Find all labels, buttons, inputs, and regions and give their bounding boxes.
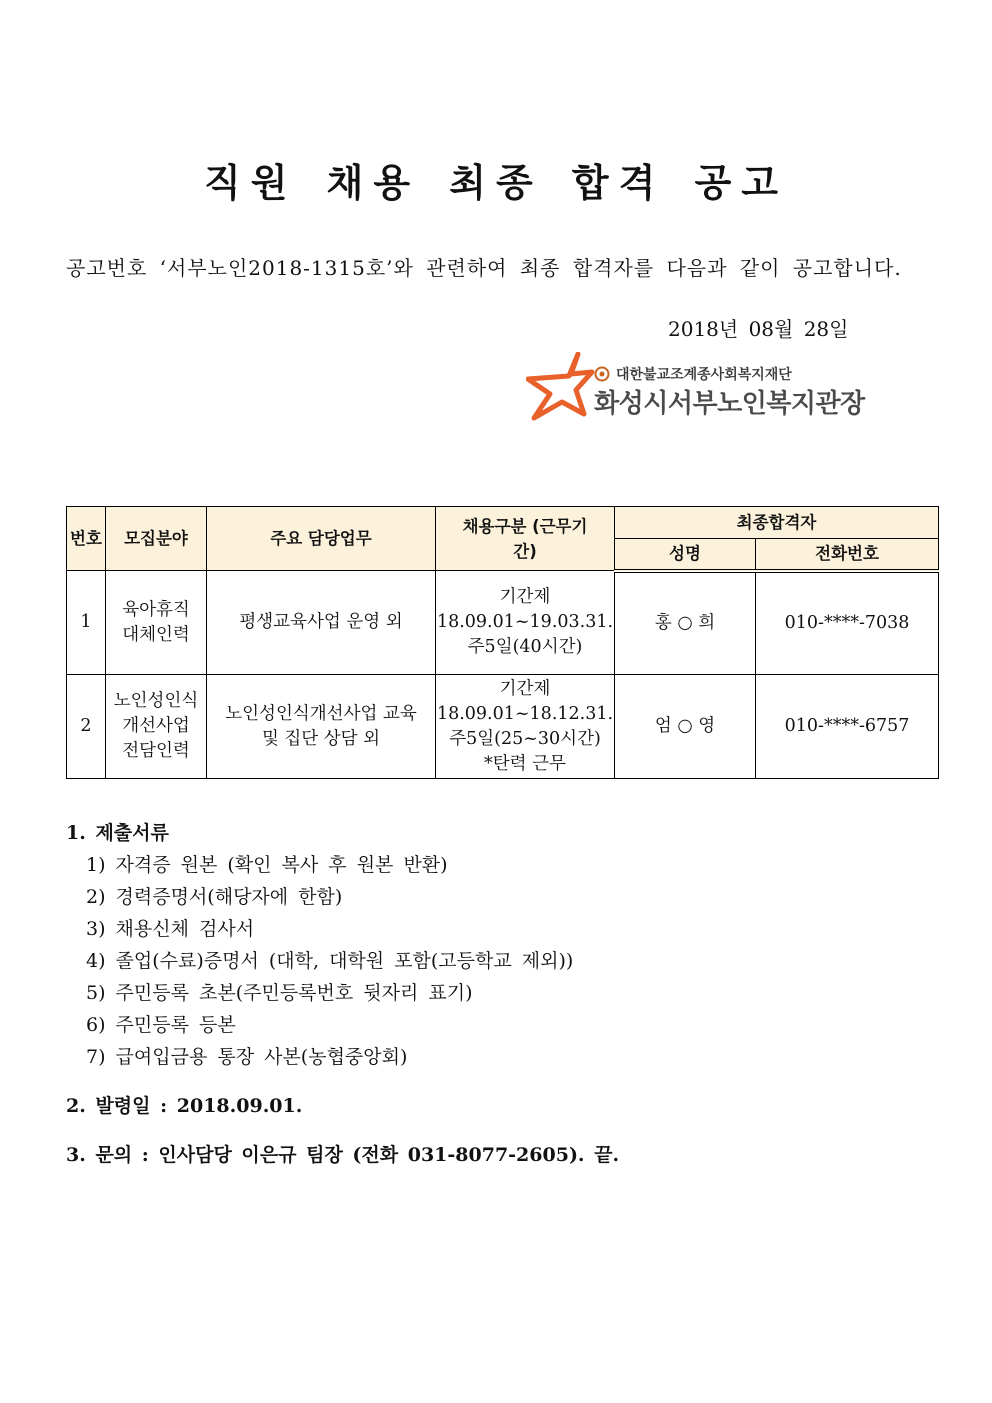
document-item: 3) 채용신체 검사서 bbox=[86, 918, 255, 940]
section-inquiry: 3. 문의 : 인사담당 이은규 팀장 (전화 031-8077-2605). 끝. bbox=[66, 1144, 620, 1166]
row-type-line: 주5일(25~30시간) bbox=[449, 728, 601, 749]
row-field-line: 전담인력 bbox=[122, 741, 190, 761]
row-field bbox=[106, 675, 207, 779]
row-field bbox=[106, 571, 207, 675]
header-field: 모집분야 bbox=[106, 507, 207, 571]
row-phone: 010-****-7038 bbox=[756, 571, 939, 675]
document-item: 6) 주민등록 등본 bbox=[86, 1014, 236, 1036]
row-field-line: 개선사업 bbox=[122, 716, 190, 736]
document-item: 2) 경력증명서(해당자에 한함) bbox=[86, 886, 343, 908]
row-field-line: 노인성인식 bbox=[113, 691, 199, 711]
logo-organization-name: 화성시서부노인복지관장 bbox=[594, 389, 865, 419]
hiring-results-table bbox=[66, 506, 939, 779]
table-row bbox=[67, 571, 939, 675]
header-name: 성명 bbox=[615, 539, 756, 571]
foundation-seal-icon bbox=[594, 366, 610, 382]
row-field-line: 육아휴직 bbox=[122, 599, 190, 620]
page-title: 직원 채용 최종 합격 공고 bbox=[204, 160, 788, 205]
header-employment-type-label: 채용구분 (근무기간) bbox=[462, 516, 588, 561]
document-item: 7) 급여입금용 통장 사본(농협중앙회) bbox=[86, 1046, 408, 1068]
row-type-line: 18.09.01~18.12.31. bbox=[436, 703, 614, 724]
section-documents-title: 1. 제출서류 bbox=[66, 822, 169, 844]
document-item: 1) 자격증 원본 (확인 복사 후 원본 반환) bbox=[86, 854, 448, 876]
header-duty: 주요 담당업무 bbox=[207, 507, 436, 571]
row-type-line: 주5일(40시간) bbox=[467, 637, 583, 657]
table-row bbox=[67, 675, 939, 779]
header-phone: 전화번호 bbox=[756, 539, 939, 571]
row-duty-line: 평생교육사업 운영 외 bbox=[239, 612, 403, 632]
row-type-line: 기간제 bbox=[499, 678, 551, 699]
row-duty-line: 및 집단 상담 외 bbox=[261, 728, 381, 749]
header-employment-type bbox=[436, 507, 615, 571]
row-employment-type bbox=[436, 675, 615, 779]
row-duty bbox=[207, 675, 436, 779]
row-name: 홍 ○ 희 bbox=[615, 571, 756, 675]
header-number: 번호 bbox=[67, 507, 106, 571]
logo-foundation-name: 대한불교조계종사회복지재단 bbox=[616, 367, 792, 383]
row-name: 엄 ○ 영 bbox=[615, 675, 756, 779]
row-employment-type bbox=[436, 571, 615, 675]
notice-date: 2018년 08월 28일 bbox=[668, 317, 849, 341]
document-item: 4) 졸업(수료)증명서 (대학, 대학원 포함(고등학교 제외)) bbox=[86, 950, 574, 972]
row-type-line: *탄력 근무 bbox=[484, 753, 566, 774]
header-final-candidate: 최종합격자 bbox=[615, 507, 939, 539]
row-type-line: 18.09.01~19.03.31. bbox=[436, 612, 614, 632]
section-appointment: 2. 발령일 : 2018.09.01. bbox=[66, 1095, 303, 1117]
row-type-line: 기간제 bbox=[499, 587, 551, 607]
row-duty-line: 노인성인식개선사업 교육 bbox=[225, 703, 417, 724]
row-number: 2 bbox=[67, 675, 106, 779]
row-number: 1 bbox=[67, 571, 106, 675]
document-item: 5) 주민등록 초본(주민등록번호 뒷자리 표기) bbox=[86, 982, 473, 1004]
row-field-line: 대체인력 bbox=[122, 624, 190, 645]
row-phone: 010-****-6757 bbox=[756, 675, 939, 779]
logo-emblem-icon bbox=[528, 354, 592, 418]
intro-text: 공고번호 ‘서부노인2018-1315호’와 관련하여 최종 합격자를 다음과 같이 공고합니다. bbox=[66, 256, 902, 280]
row-duty bbox=[207, 571, 436, 675]
